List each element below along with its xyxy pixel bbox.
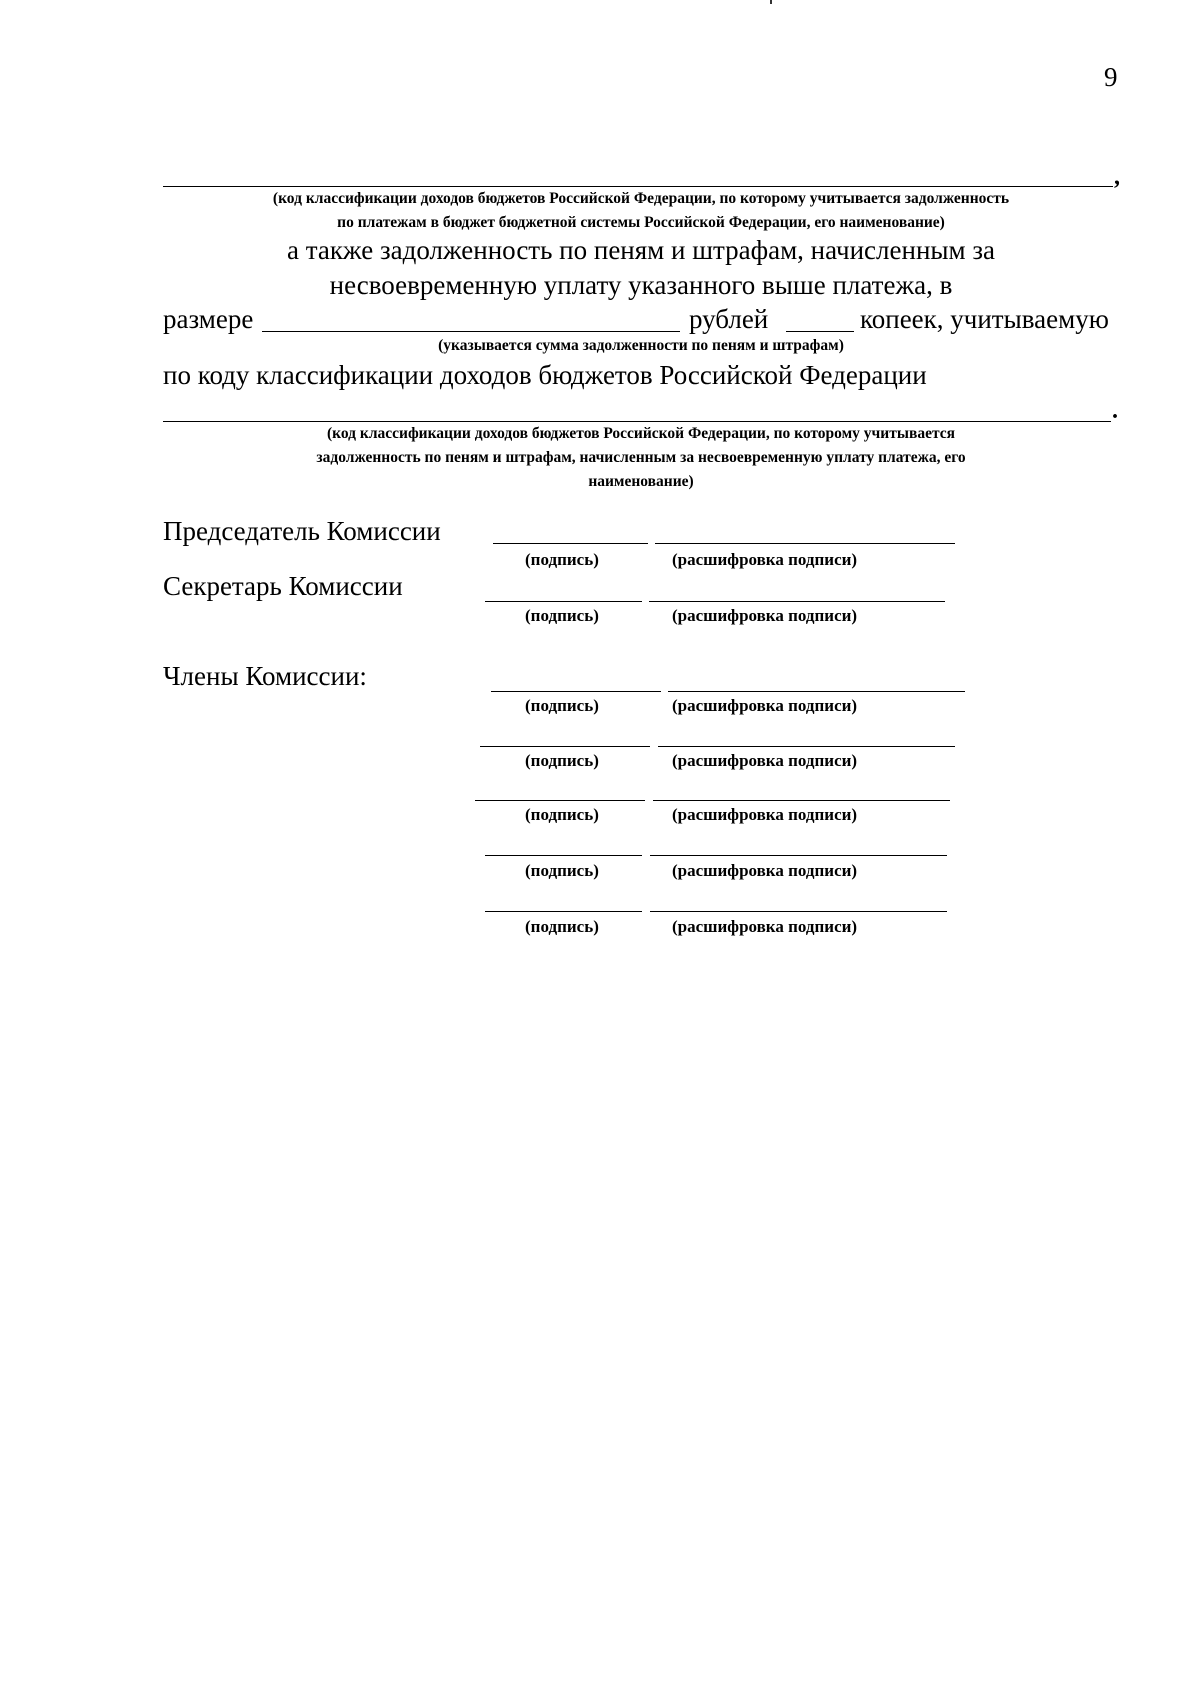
member-1-transcript-caption: (расшифровка подписи) bbox=[672, 696, 858, 715]
member-5-transcript-line[interactable] bbox=[650, 911, 947, 912]
member-4-transcript-line[interactable] bbox=[650, 855, 947, 856]
chairman-transcript-caption: (расшифровка подписи) bbox=[672, 550, 858, 569]
amount-prefix: размере bbox=[163, 304, 254, 334]
chairman-label: Председатель Комиссии bbox=[163, 516, 441, 546]
member-1-transcript-line[interactable] bbox=[668, 691, 965, 692]
amount-caption: (указывается сумма задолженности по пеням и штрафам) bbox=[438, 337, 844, 354]
penalty-code-line bbox=[163, 421, 1111, 422]
members-label: Члены Комиссии: bbox=[163, 661, 367, 691]
kopecks-label: копеек, учитываемую bbox=[860, 304, 1109, 334]
member-3-signature-caption: (подпись) bbox=[525, 805, 599, 824]
scan-mark bbox=[770, 0, 772, 4]
penalty-code-caption-1: (код классификации доходов бюджетов Российской Федерации, по которому учитывается bbox=[326, 425, 956, 442]
secretary-transcript-caption: (расшифровка подписи) bbox=[672, 606, 858, 625]
member-4-signature-caption: (подпись) bbox=[525, 861, 599, 880]
budget-code-caption-2: по платежам в бюджет бюджетной системы Российской Федерации, его наименование) bbox=[337, 214, 945, 231]
member-4-signature-line[interactable] bbox=[485, 855, 642, 856]
member-2-signature-caption: (подпись) bbox=[525, 751, 599, 770]
paragraph-line-4: по коду классификации доходов бюджетов Российской Федерации bbox=[163, 360, 927, 390]
budget-code-line bbox=[163, 186, 1113, 187]
penalty-code-period: . bbox=[1112, 398, 1118, 424]
member-5-transcript-caption: (расшифровка подписи) bbox=[672, 917, 858, 936]
paragraph-line-2: несвоевременную уплату указанного выше платежа, в bbox=[329, 270, 953, 300]
member-2-signature-line[interactable] bbox=[480, 746, 650, 747]
member-5-signature-line[interactable] bbox=[485, 911, 642, 912]
member-3-transcript-line[interactable] bbox=[653, 800, 950, 801]
rubles-label: рублей bbox=[689, 304, 769, 334]
member-3-transcript-caption: (расшифровка подписи) bbox=[672, 805, 858, 824]
secretary-transcript-line[interactable] bbox=[649, 601, 945, 602]
penalty-code-caption-2: задолженность по пеням и штрафам, начисленным за несвоевременную уплату платежа, его bbox=[316, 449, 966, 466]
member-2-transcript-line[interactable] bbox=[658, 746, 955, 747]
penalty-code-caption-3: наименование) bbox=[588, 473, 694, 490]
page-number: 9 bbox=[1104, 62, 1118, 92]
member-3-signature-line[interactable] bbox=[475, 800, 645, 801]
member-4-transcript-caption: (расшифровка подписи) bbox=[672, 861, 858, 880]
secretary-signature-line[interactable] bbox=[485, 601, 642, 602]
secretary-signature-caption: (подпись) bbox=[525, 606, 599, 625]
member-1-signature-caption: (подпись) bbox=[525, 696, 599, 715]
member-2-transcript-caption: (расшифровка подписи) bbox=[672, 751, 858, 770]
member-5-signature-caption: (подпись) bbox=[525, 917, 599, 936]
chairman-signature-line[interactable] bbox=[493, 543, 648, 544]
budget-code-caption-1: (код классификации доходов бюджетов Российской Федерации, по которому учитывается задолженность bbox=[272, 190, 1010, 207]
budget-code-comma: , bbox=[1114, 164, 1120, 190]
secretary-label: Секретарь Комиссии bbox=[163, 571, 403, 601]
chairman-signature-caption: (подпись) bbox=[525, 550, 599, 569]
rubles-blank[interactable] bbox=[262, 331, 680, 332]
member-1-signature-line[interactable] bbox=[491, 691, 661, 692]
kopecks-blank[interactable] bbox=[786, 331, 854, 332]
chairman-transcript-line[interactable] bbox=[655, 543, 955, 544]
paragraph-line-1: а также задолженность по пеням и штрафам, начисленным за bbox=[286, 235, 996, 265]
